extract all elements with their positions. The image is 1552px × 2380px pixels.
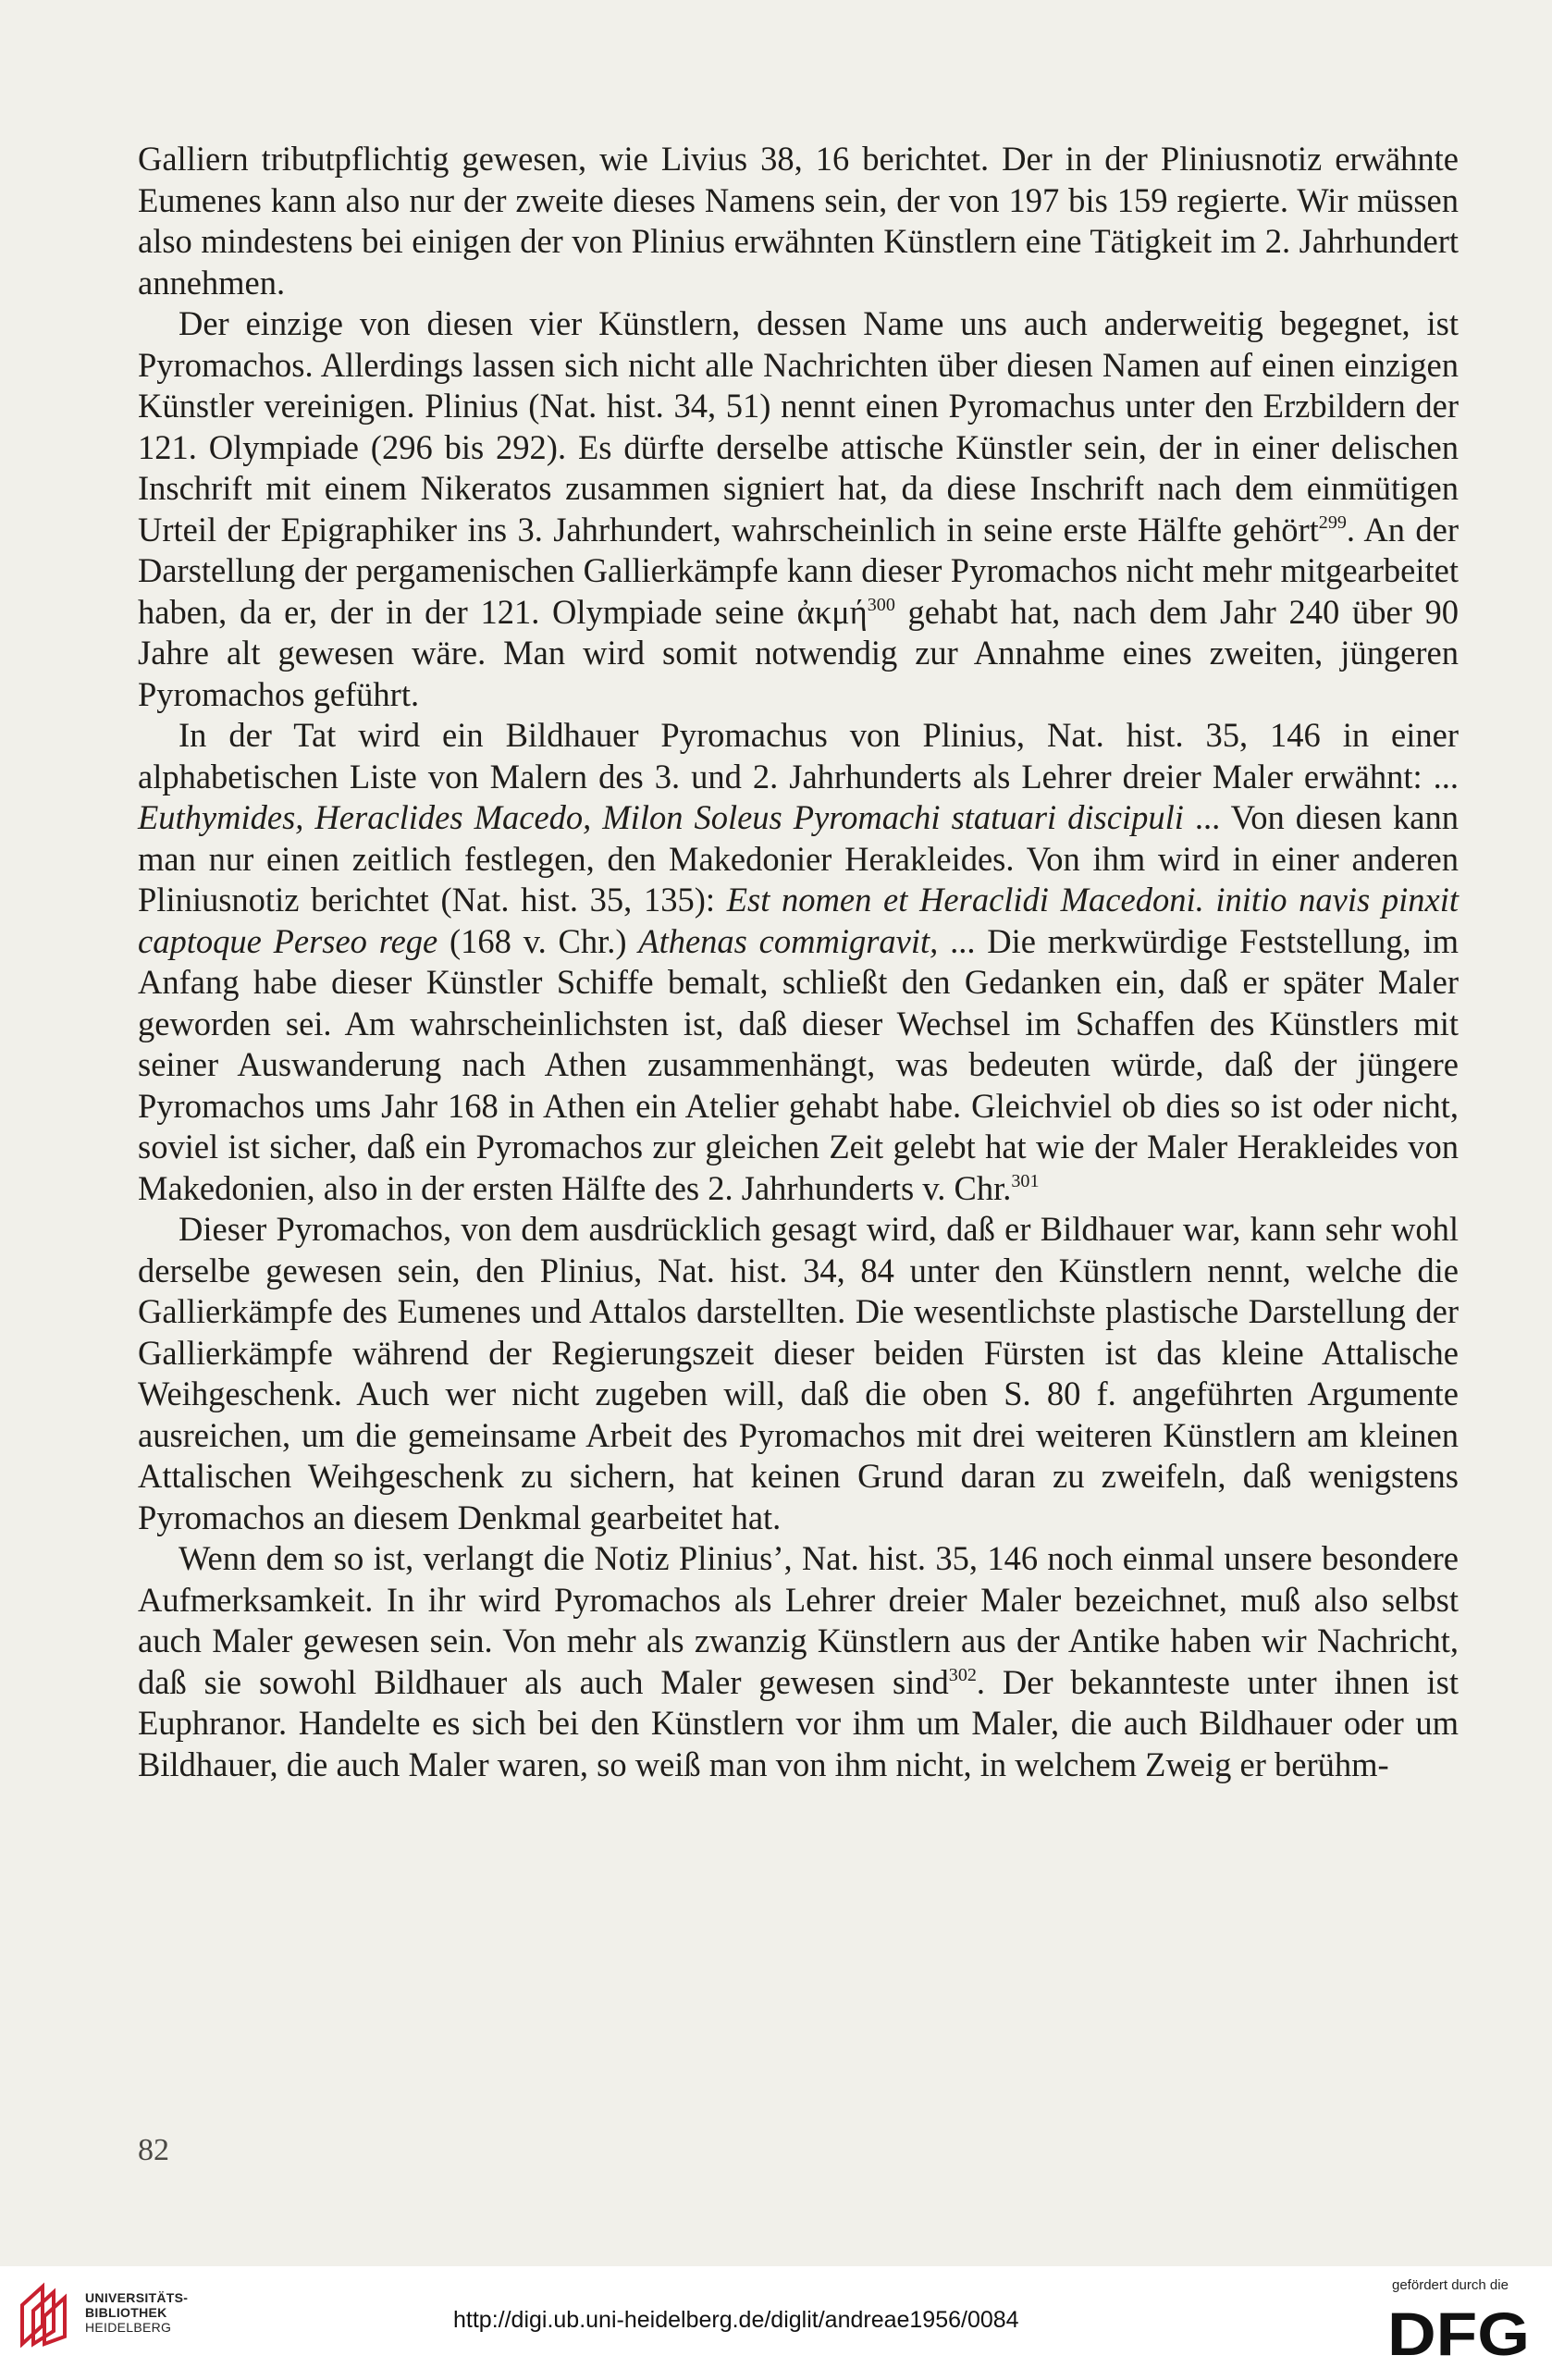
text-run: ... Von diesen kann man nur einen zeitlich festlegen, den Makedonier Herakleides. Von ihm wird in einer anderen Pliniusnotiz berichtet (Nat. hist. 35, 135): — [138, 798, 1459, 919]
text-run: Wenn dem so ist, verlangt die Notiz Plinius’, Nat. hist. 35, 146 noch einmal unsere besondere Aufmerksamkeit. In ihr wird Pyromachos als Lehrer dreier Maler bezeichnet, muß also selbst auch Maler gewesen sein. Von mehr als zwanzig Künstlern aus der Antike haben wir Nachricht, daß sie sowohl Bildhauer als auch Maler gewesen sind — [138, 1539, 1459, 1701]
paragraph — [138, 715, 1459, 1209]
body-text — [138, 139, 1459, 1785]
text-run: . Der bekannteste unter ihnen ist Euphranor. Handelte es sich bei den Künstlern vor ihm um Maler, die auch Bildhauer oder um Bildhauer, die auch Maler waren, so weiß man von ihm nicht, in welchem Zweig er berühm- — [138, 1662, 1459, 1783]
paragraph — [138, 1209, 1459, 1538]
text-run: ... Die merkwürdige Feststellung, im Anfang habe dieser Künstler Schiffe bemalt, schließt den Gedanken ein, daß er später Maler geworden sei. Am wahrscheinlichsten ist, daß dieser Wechsel im Schaffen des Künstlers mit seiner Auswanderung nach Athen zusammenhängt, was bedeuten würde, daß der jüngere Pyromachos ums Jahr 168 in Athen ein Atelier gehabt habe. Gleichviel ob dies so ist oder nicht, soviel ist sicher, daß ein Pyromachos zur gleichen Zeit gelebt hat wie der Maler Herakleides von Makedonien, also in der ersten Hälfte des 2. Jahrhunderts v. Chr. — [138, 921, 1459, 1207]
text-run: In der Tat wird ein Bildhauer Pyromachus von Plinius, Nat. hist. 35, 146 in einer alphabetischen Liste von Malern des 3. und 2. Jahrhunderts als Lehrer dreier Maler erwähnt: ... — [138, 716, 1459, 795]
digitization-footer — [0, 2266, 1552, 2380]
funding-caption: gefördert durch die — [1392, 2277, 1509, 2293]
library-name-line-2: BIBLIOTHEK — [85, 2305, 167, 2320]
footnote-marker: 299 — [1318, 512, 1347, 533]
latin-quotation: Est nomen et Heraclidi Macedoni. initio navis pinxit captoque Perseo rege — [138, 881, 1459, 960]
paragraph — [138, 1538, 1459, 1785]
text-run: . An der Darstellung der pergamenischen Gallierkämpfe kann dieser Pyromachos nicht mehr mitgearbeitet haben, da er, der in der 121. Olympiade seine ἀκμή — [138, 510, 1460, 631]
footnote-marker: 302 — [948, 1664, 977, 1685]
text-run: (168 v. Chr.) — [437, 921, 639, 960]
paragraph — [138, 139, 1459, 303]
page-number: 82 — [138, 2133, 169, 2167]
library-name — [85, 2290, 188, 2335]
text-run: Galliern tributpflichtig gewesen, wie Livius 38, 16 berichtet. Der in der Pliniusnotiz erwähnte Eumenes kann also nur der zweite dieses Namens sein, der von 197 bis 159 regierte. Wir müssen also mindestens bei einigen der von Plinius erwähnten Künstlern eine Tätigkeit im 2. Jahrhundert annehmen. — [138, 140, 1459, 302]
dfg-logo-text: DFG — [1387, 2300, 1530, 2362]
dfg-logo-icon — [1386, 2298, 1534, 2362]
permalink-url[interactable]: http://digi.ub.uni-heidelberg.de/diglit/andreae1956/0084 — [453, 2307, 1019, 2333]
paragraph — [138, 303, 1459, 715]
footnote-marker: 300 — [867, 594, 895, 615]
text-run: gehabt hat, nach dem Jahr 240 über 90 Jahre alt gewesen wäre. Man wird somit notwendig zur Annahme eines zweiten, jüngeren Pyromachos geführt. — [138, 592, 1459, 713]
library-name-line-1: UNIVERSITÄTS- — [85, 2290, 189, 2305]
latin-quotation: Athenas commigravit, — [638, 921, 939, 960]
text-run: Der einzige von diesen vier Künstlern, dessen Name uns auch anderweitig begegnet, ist Pyromachos. Allerdings lassen sich nicht alle Nachrichten über diesen Namen auf einen einzigen Künstler vereinigen. Plinius (Nat. hist. 34, 51) nennt einen Pyromachus unter den Erzbildern der 121. Olympiade (296 bis 292). Es dürfte derselbe attische Künstler sein, der in einer delischen Inschrift mit einem Nikeratos zusammen signiert hat, da diese Inschrift nach dem einmütigen Urteil der Epigraphiker ins 3. Jahrhundert, wahrscheinlich in seine erste Hälfte gehört — [138, 304, 1459, 549]
latin-quotation: Euthymides, Heraclides Macedo, Milon Soleus Pyromachi statuari discipuli — [138, 798, 1184, 836]
footnote-marker: 301 — [1011, 1170, 1040, 1191]
university-library-logo-icon — [15, 2279, 72, 2348]
text-run: Dieser Pyromachos, von dem ausdrücklich gesagt wird, daß er Bildhauer war, kann sehr wohl derselbe gewesen sein, den Plinius, Nat. hist. 34, 84 unter den Künstlern nennt, welche die Gallierkämpfe des Eumenes und Attalos darstellten. Die wesentlichste plastische Darstellung der Gallierkämpfe während der Regierungszeit dieser beiden Fürsten ist das kleine Attalische Weihgeschenk. Auch wer nicht zugeben will, daß die oben S. 80 f. angeführten Argumente ausreichen, um die gemeinsame Arbeit des Pyromachos mit drei weiteren Künstlern am kleinen Attalischen Weihgeschenk zu sichern, hat keinen Grund daran zu zweifeln, daß wenigstens Pyromachos an diesem Denkmal gearbeitet hat. — [138, 1210, 1459, 1536]
library-name-line-3: HEIDELBERG — [85, 2320, 172, 2335]
